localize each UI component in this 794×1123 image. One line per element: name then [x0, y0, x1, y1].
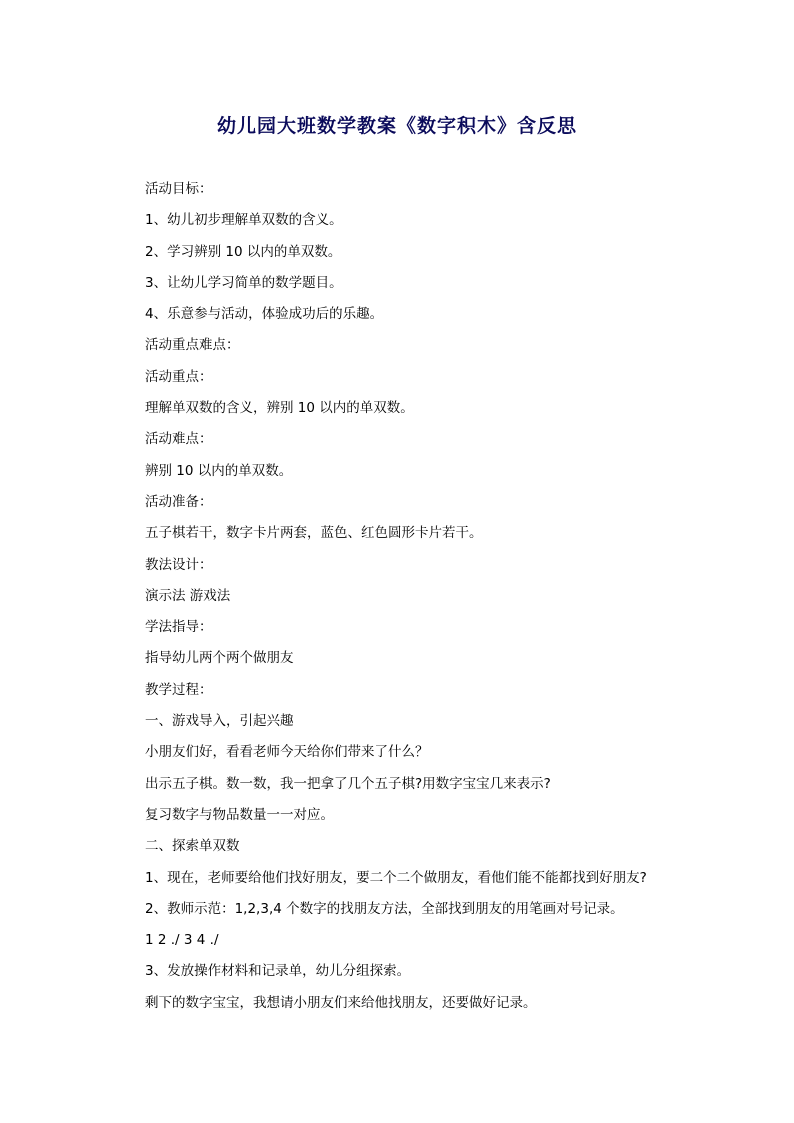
document-title: 幼儿园大班数学教案《数字积木》含反思: [216, 115, 577, 137]
heading-key-points: 活动重点：: [145, 368, 213, 385]
heading-learning-guidance: 学法指导：: [145, 619, 213, 636]
goal-item-2: 2、学习辨别 10 以内的单双数。: [145, 243, 342, 260]
heading-key-difficult-points: 活动重点难点：: [145, 337, 240, 354]
paragraph: 剩下的数字宝宝，我想请小朋友们来给他找朋友，还要做好记录。: [145, 994, 537, 1011]
section-1-heading: 一、游戏导入，引起兴趣: [145, 713, 294, 730]
key-points-text: 理解单双数的含义，辨别 10 以内的单双数。: [145, 400, 414, 417]
goal-item-3: 3、让幼儿学习简单的数学题目。: [145, 274, 343, 291]
teaching-design-text: 演示法 游戏法: [145, 587, 231, 604]
paragraph: 复习数字与物品数量一一对应。: [145, 806, 334, 823]
heading-teaching-process: 教学过程：: [145, 681, 213, 698]
heading-preparation: 活动准备：: [145, 493, 213, 510]
heading-difficult-points: 活动难点：: [145, 431, 213, 448]
learning-guidance-text: 指导幼儿两个两个做朋友: [145, 650, 294, 667]
difficult-points-text: 辨别 10 以内的单双数。: [145, 462, 293, 479]
heading-teaching-design: 教法设计：: [145, 556, 213, 573]
document-body: [145, 178, 705, 1023]
paragraph: 2、教师示范：1,2,3,4 个数字的找朋友方法，全部找到朋友的用笔画对号记录。: [145, 900, 624, 917]
paragraph: 小朋友们好，看看老师今天给你们带来了什么？: [145, 744, 429, 761]
paragraph: 3、发放操作材料和记录单，幼儿分组探索。: [145, 963, 411, 980]
goal-item-1: 1、幼儿初步理解单双数的含义。: [145, 212, 343, 229]
preparation-text: 五子棋若干，数字卡片两套，蓝色、红色圆形卡片若干。: [145, 525, 483, 542]
section-2-heading: 二、探索单双数: [145, 838, 240, 855]
check-record-example: 1 2 ./ 3 4 ./: [145, 932, 219, 949]
heading-activity-goals: 活动目标：: [145, 181, 213, 197]
paragraph: 1、现在，老师要给他们找好朋友，要二个二个做朋友，看他们能不能都找到好朋友?: [145, 869, 647, 886]
paragraph: 出示五子棋。数一数，我一把拿了几个五子棋?用数字宝宝几来表示?: [145, 775, 551, 792]
goal-item-4: 4、乐意参与活动，体验成功后的乐趣。: [145, 306, 384, 323]
